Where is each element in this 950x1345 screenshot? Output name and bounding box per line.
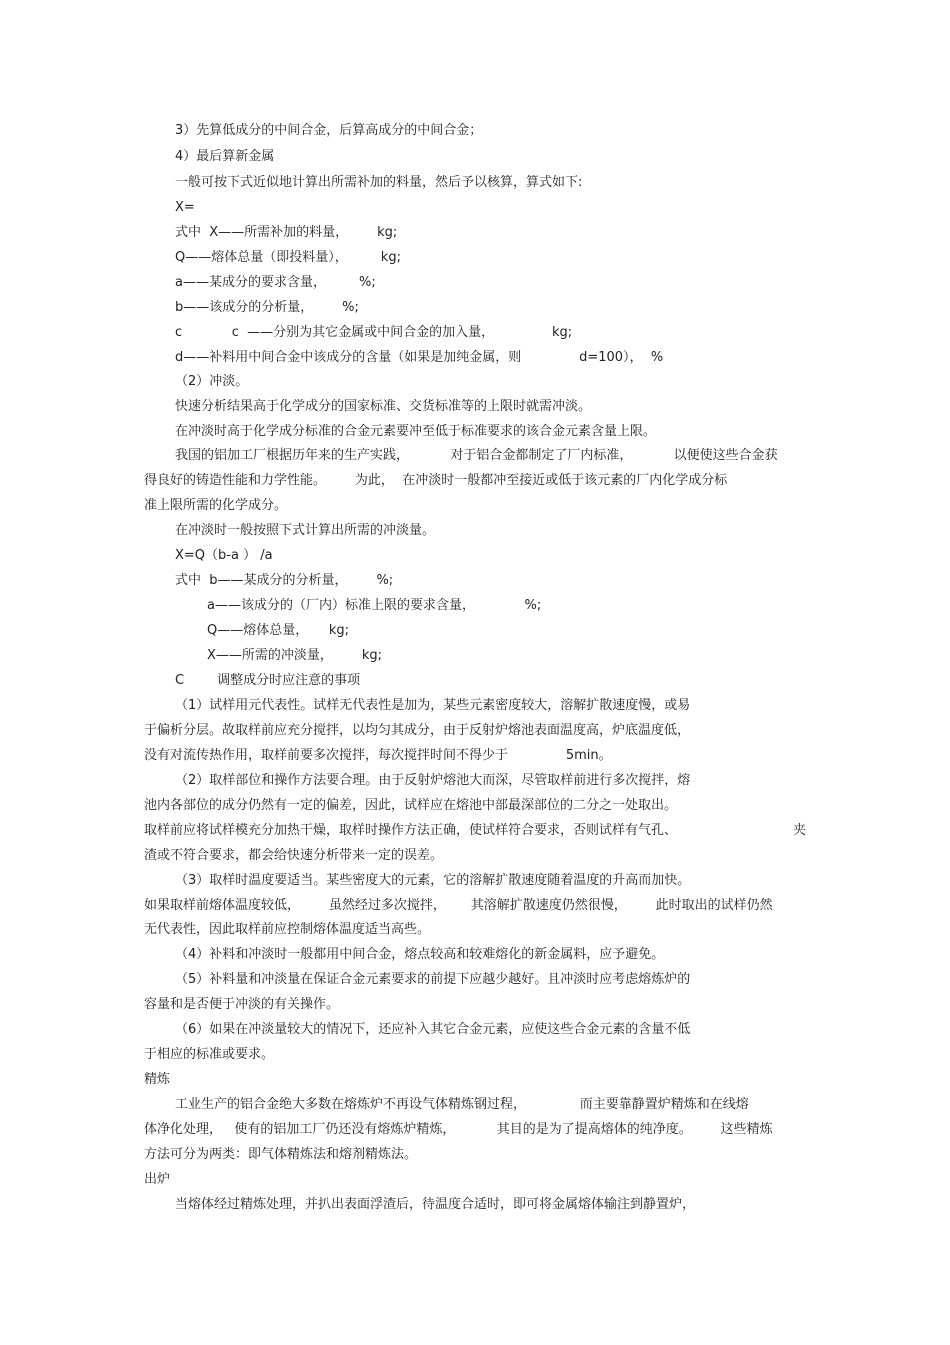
text-line: （6）如果在冲淡量较大的情况下，还应补入其它合金元素，应使这些合金元素的含量不低 [175,1022,691,1037]
text-line: a——某成分的要求含量， %; [175,275,376,290]
text-line: 3）先算低成分的中间合金，后算高成分的中间合金； [175,123,483,138]
text-line: Q——熔体总量， kg; [207,623,350,638]
text-line: 没有对流传热作用，取样前要多次搅拌，每次搅拌时间不得少于 5min。 [144,748,612,763]
section-heading: 精炼 [144,1072,171,1087]
text-line: 渣或不符合要求，都会给快速分析带来一定的误差。 [144,848,444,863]
text-line: 于相应的标准或要求。 [144,1047,275,1062]
text-line: （3）取样时温度要适当。某些密度大的元素，它的溶解扩散速度随着温度的升高而加快。 [175,873,691,888]
text-line: 式中 X——所需补加的料量， kg; [175,225,398,240]
text-line: （1）试样用元代表性。试样无代表性是加为，某些元素密度较大，溶解扩散速度慢，或易 [175,698,691,713]
text-line: b——该成分的分析量， %; [175,300,359,315]
text-line: 方法可分为两类：即气体精炼法和熔剂精炼法。 [144,1147,418,1162]
text-line: 工业生产的铝合金绝大多数在熔炼炉不再设气体精炼钢过程， 而主要靠静置炉精炼和在线熔 [175,1097,749,1112]
text-line: 4）最后算新金属 [175,149,275,164]
text-line: 无代表性，因此取样前应控制熔体温度适当高些。 [144,922,431,937]
text-line: 式中 b——某成分的分析量， %; [175,573,394,588]
text-line: 池内各部位的成分仍然有一定的偏差，因此，试样应在熔池中部最深部位的二分之一处取出。 [144,798,678,813]
text-line: 夹 [793,823,807,838]
text-line: X——所需的冲淡量， kg; [207,648,382,663]
text-line: 一般可按下式近似地计算出所需补加的料量，然后予以核算，算式如下: [175,175,583,190]
text-line: 在冲淡时高于化学成分标准的合金元素要冲至低于标准要求的该合金元素含量上限。 [175,424,657,439]
text-line: 得良好的铸造性能和力学性能。 为此， 在冲淡时一般都冲至接近或低于该元素的厂内化学成分标 [144,473,728,488]
section-heading: （2）冲淡。 [175,374,249,389]
text-line: （5）补料量和冲淡量在保证合金元素要求的前提下应越少越好。且冲淡时应考虑熔炼炉的 [175,972,691,987]
text-line: 当熔体经过精炼处理，并扒出表面浮渣后，待温度合适时，即可将金属熔体输注到静置炉， [175,1197,696,1212]
text-line: a——该成分的（厂内）标准上限的要求含量， %; [207,598,542,613]
text-line: d——补料用中间合金中该成分的含量（如果是加纯金属，则 d=100）， % [175,350,664,365]
text-line: 我国的铝加工厂根据历年来的生产实践， 对于铝合金都制定了厂内标准， 以便使这些合金获 [175,448,778,463]
text-line: 容量和是否便于冲淡的有关操作。 [144,997,340,1012]
formula-line: X= [175,200,195,215]
section-heading: C 调整成分时应注意的事项 [175,673,361,688]
section-heading: 出炉 [144,1172,171,1187]
text-line: c c ——分别为其它金属或中间合金的加入量， kg; [175,325,573,340]
formula-line: X=Q（b-a ） /a [175,548,273,563]
text-line: 在冲淡时一般按照下式计算出所需的冲淡量。 [175,523,436,538]
text-line: 准上限所需的化学成分。 [144,498,288,513]
text-line: 取样前应将试样模充分加热干燥，取样时操作方法正确，使试样符合要求，否则试样有气孔、 [144,823,678,838]
text-line: 于偏析分层。故取样前应充分搅拌，以均匀其成分，由于反射炉熔池表面温度高，炉底温度低， [144,723,691,738]
text-line: （2）取样部位和操作方法要合理。由于反射炉熔池大而深，尽管取样前进行多次搅拌，熔 [175,773,691,788]
text-line: 快速分析结果高于化学成分的国家标准、交货标准等的上限时就需冲淡。 [175,399,592,414]
text-line: Q——熔体总量（即投料量）， kg; [175,250,401,265]
text-line: 体净化处理， 使有的铝加工厂仍还没有熔炼炉精炼， 其目的是为了提高熔体的纯净度。 这些精炼 [144,1122,773,1137]
text-line: （4）补料和冲淡时一般都用中间合金，熔点较高和较难熔化的新金属料，应予避免。 [175,947,665,962]
text-line: 如果取样前熔体温度较低， 虽然经过多次搅拌， 其溶解扩散速度仍然很慢， 此时取出的试样仍然 [144,898,773,913]
